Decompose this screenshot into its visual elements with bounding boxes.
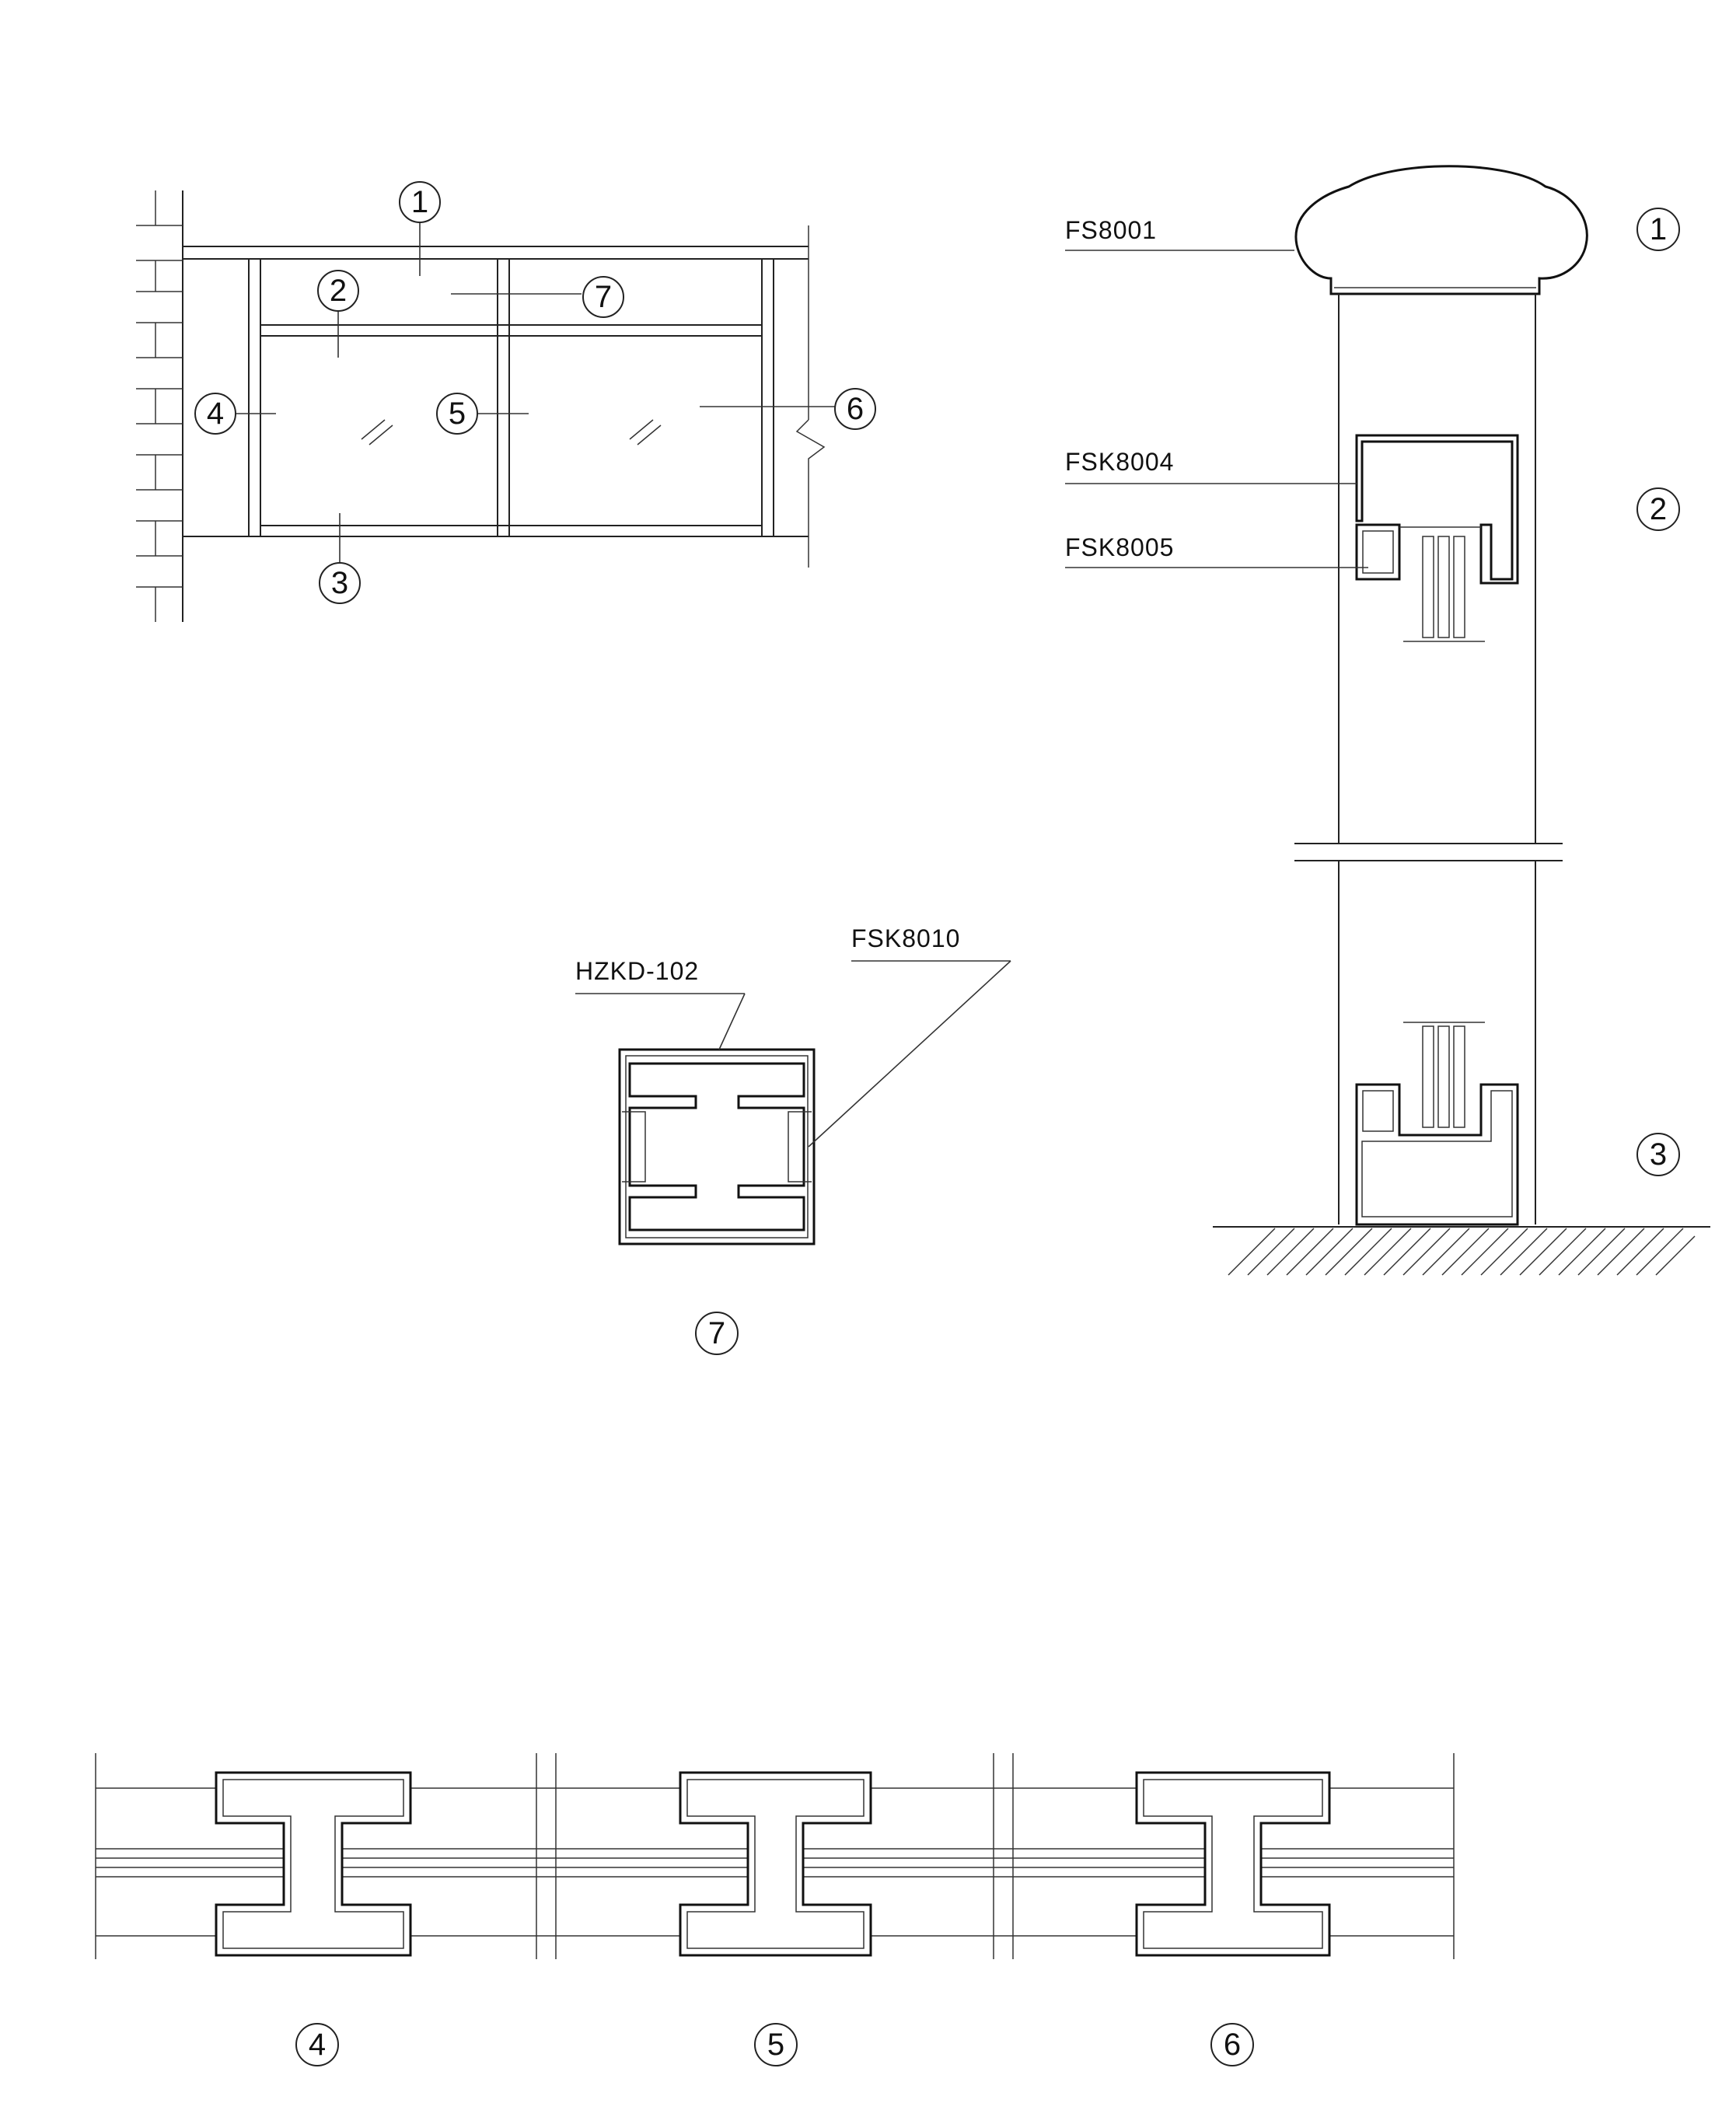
h-section-profile-6 — [1137, 1773, 1329, 1955]
elevation-marker-1 — [400, 182, 440, 222]
svg-text:4: 4 — [308, 2028, 327, 2062]
brick-wall — [136, 190, 183, 622]
svg-text:6: 6 — [846, 392, 865, 426]
handrail-profile — [1296, 166, 1587, 294]
horizontal-sections — [96, 1753, 1454, 2066]
svg-text:3: 3 — [330, 566, 349, 600]
elevation-marker-3 — [320, 563, 360, 603]
elevation-marker-4 — [195, 393, 236, 434]
label-fs8001: FS8001 — [1065, 216, 1158, 244]
svg-text:5: 5 — [767, 2028, 785, 2062]
svg-text:1: 1 — [410, 185, 429, 219]
label-fsk8005: FSK8005 — [1065, 533, 1175, 561]
floor-hatch — [1213, 1227, 1710, 1275]
vertical-section — [1065, 166, 1710, 1275]
svg-text:1: 1 — [1649, 212, 1668, 246]
h-section-profile-5 — [680, 1773, 871, 1955]
section-marker-2 — [1637, 488, 1679, 530]
elevation-marker-7 — [583, 277, 623, 317]
svg-text:5: 5 — [448, 397, 466, 431]
elevation-marker-5 — [437, 393, 477, 434]
svg-text:3: 3 — [1649, 1137, 1668, 1172]
label-fsk8010: FSK8010 — [851, 924, 961, 952]
h-section-marker-4 — [296, 2024, 338, 2066]
svg-text:2: 2 — [329, 274, 348, 308]
svg-text:7: 7 — [594, 280, 613, 314]
section-marker-1 — [1637, 208, 1679, 250]
svg-text:2: 2 — [1649, 492, 1668, 526]
elevation-marker-6 — [835, 389, 875, 429]
section-marker-3 — [1637, 1134, 1679, 1176]
label-hzkd-102: HZKD-102 — [575, 957, 700, 985]
h-section-marker-5 — [755, 2024, 797, 2066]
elevation-view — [136, 182, 875, 622]
window-frame — [183, 225, 824, 568]
detail-marker-7 — [696, 1312, 738, 1354]
svg-text:6: 6 — [1223, 2028, 1242, 2062]
bottom-rail-profile — [1357, 1085, 1518, 1224]
h-section-profile-4 — [216, 1773, 410, 1955]
detail-7 — [575, 924, 1011, 1354]
svg-text:4: 4 — [206, 397, 225, 431]
h-section-marker-6 — [1211, 2024, 1253, 2066]
elevation-marker-2 — [318, 271, 358, 311]
label-fsk8004: FSK8004 — [1065, 448, 1175, 476]
svg-text:7: 7 — [707, 1316, 726, 1350]
